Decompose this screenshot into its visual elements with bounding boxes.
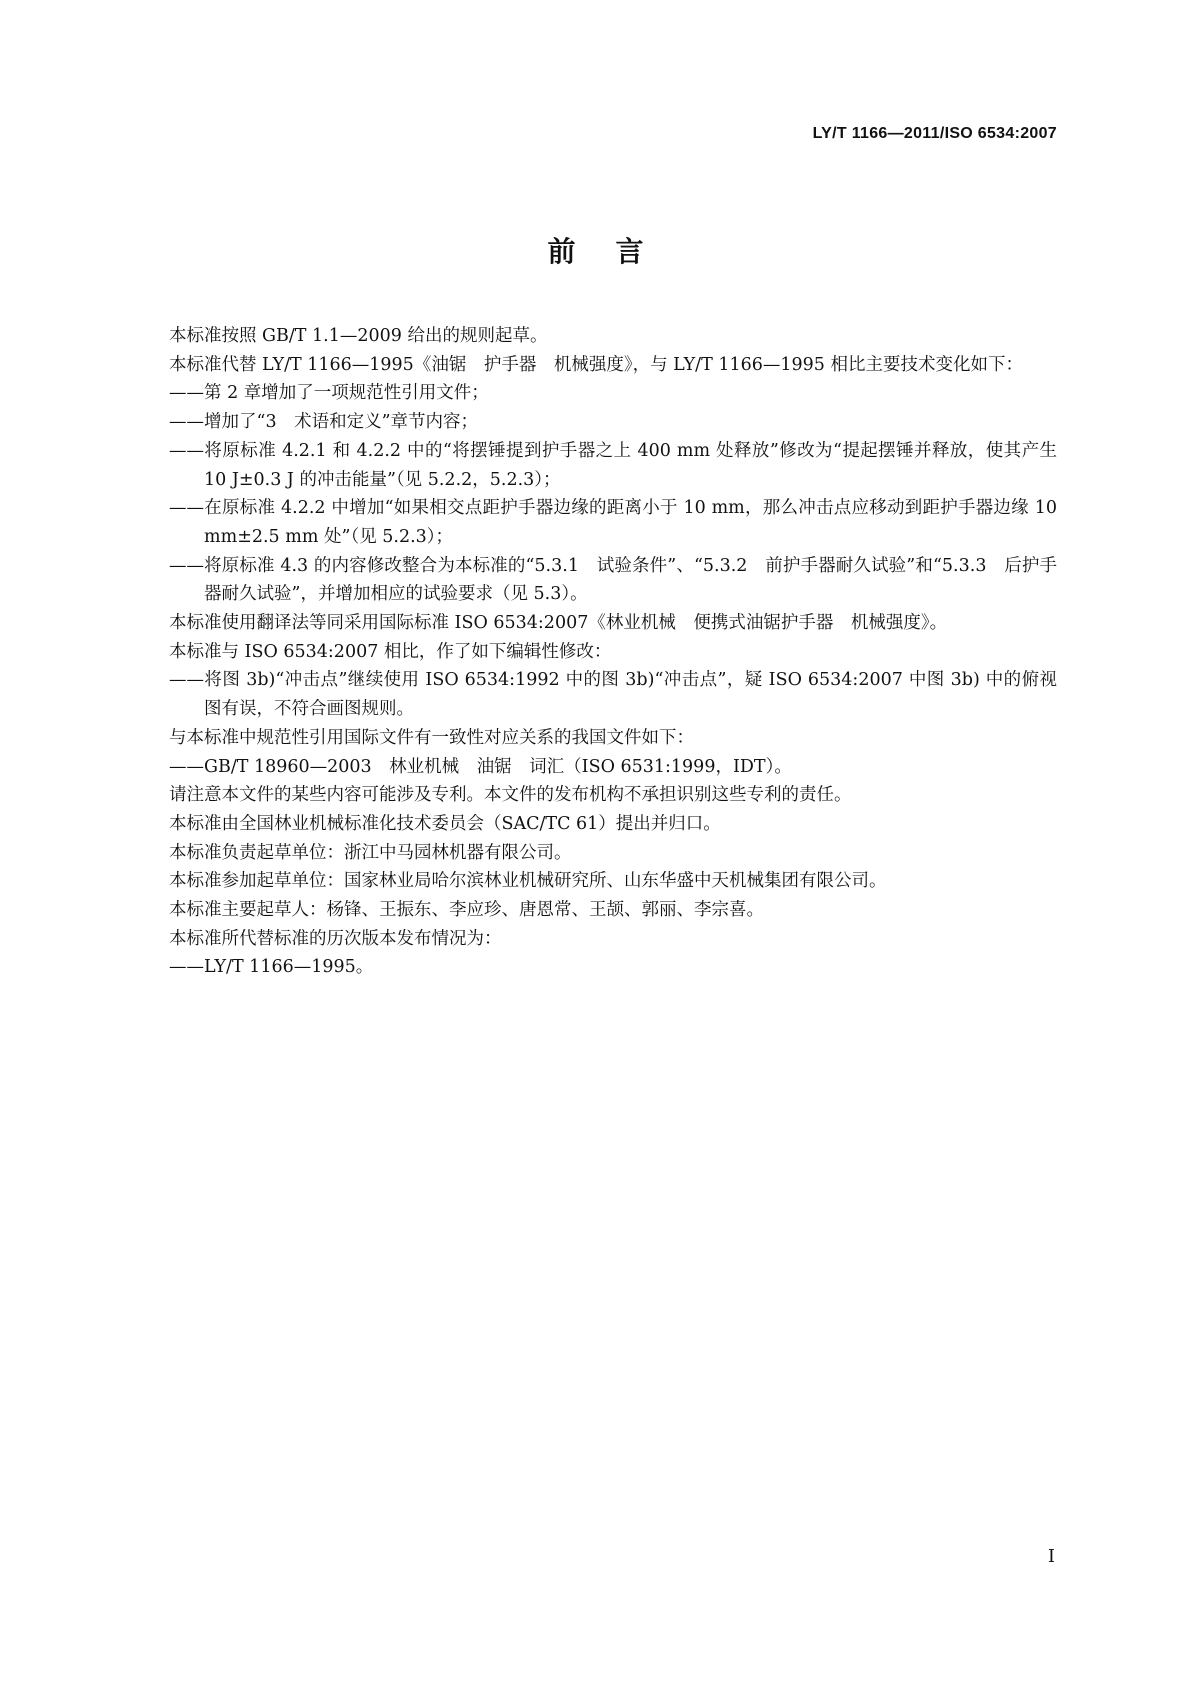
paragraph: 本标准使用翻译法等同采用国际标准 ISO 6534:2007《林业机械 便携式油锯护手器 机械强度》。 xyxy=(169,613,948,634)
list-item: ——增加了“3 术语和定义”章节内容； xyxy=(169,412,479,433)
paragraph: 请注意本文件的某些内容可能涉及专利。本文件的发布机构不承担识别这些专利的责任。 xyxy=(169,785,852,806)
paragraph: 本标准主要起草人：杨锋、王振东、李应珍、唐恩常、王颉、郭丽、李宗喜。 xyxy=(169,900,764,921)
list-item: ——将原标准 4.3 的内容修改整合为本标准的“5.3.1 试验条件”、“5.3.2 前护手器耐久试验”和“5.3.3 后护手器耐久试验”，并增加相应的试验要求（见 5.3）。 xyxy=(169,555,1057,605)
page-title: 前言 xyxy=(547,235,684,268)
list-item: ——LY/T 1166—1995。 xyxy=(169,957,374,978)
paragraph: 本标准负责起草单位：浙江中马园林机器有限公司。 xyxy=(169,842,572,863)
list-item: ——将图 3b)“冲击点”继续使用 ISO 6534:1992 中的图 3b)“冲击点”，疑 ISO 6534:2007 中图 3b) 中的俯视图有误，不符合画图规则。 xyxy=(169,670,1057,720)
standard-code: LY/T 1166—2011/ISO 6534:2007 xyxy=(812,125,1057,142)
list-item: ——在原标准 4.2.2 中增加“如果相交点距护手器边缘的距离小于 10 mm，那么冲击点应移动到距护手器边缘 10 mm±2.5 mm 处”（见 5.2.3）； xyxy=(169,498,1057,547)
paragraph: 本标准参加起草单位：国家林业局哈尔滨林业机械研究所、山东华盛中天机械集团有限公司。 xyxy=(169,871,887,892)
paragraph: 与本标准中规范性引用国际文件有一致性对应关系的我国文件如下： xyxy=(169,727,694,748)
paragraph: 本标准代替 LY/T 1166—1995《油锯 护手器 机械强度》，与 LY/T 1166—1995 相比主要技术变化如下： xyxy=(169,354,1023,375)
list-item: ——GB/T 18960—2003 林业机械 油锯 词汇（ISO 6531:1999，IDT）。 xyxy=(169,756,792,777)
document-body xyxy=(134,322,1057,982)
list-item: ——第 2 章增加了一项规范性引用文件； xyxy=(169,383,489,404)
paragraph: 本标准与 ISO 6534:2007 相比，作了如下编辑性修改： xyxy=(169,641,612,662)
paragraph: 本标准由全国林业机械标准化技术委员会（SAC/TC 61）提出并归口。 xyxy=(169,813,721,834)
paragraph: 本标准所代替标准的历次版本发布情况为： xyxy=(169,928,502,949)
list-item: ——将原标准 4.2.1 和 4.2.2 中的“将摆锤提到护手器之上 400 mm 处释放”修改为“提起摆锤并释放，使其产生 10 J±0.3 J 的冲击能量”（见 5.2.2，5.2.3）； xyxy=(169,440,1057,490)
paragraph: 本标准按照 GB/T 1.1—2009 给出的规则起草。 xyxy=(169,326,548,346)
page-number: I xyxy=(1047,1546,1055,1567)
